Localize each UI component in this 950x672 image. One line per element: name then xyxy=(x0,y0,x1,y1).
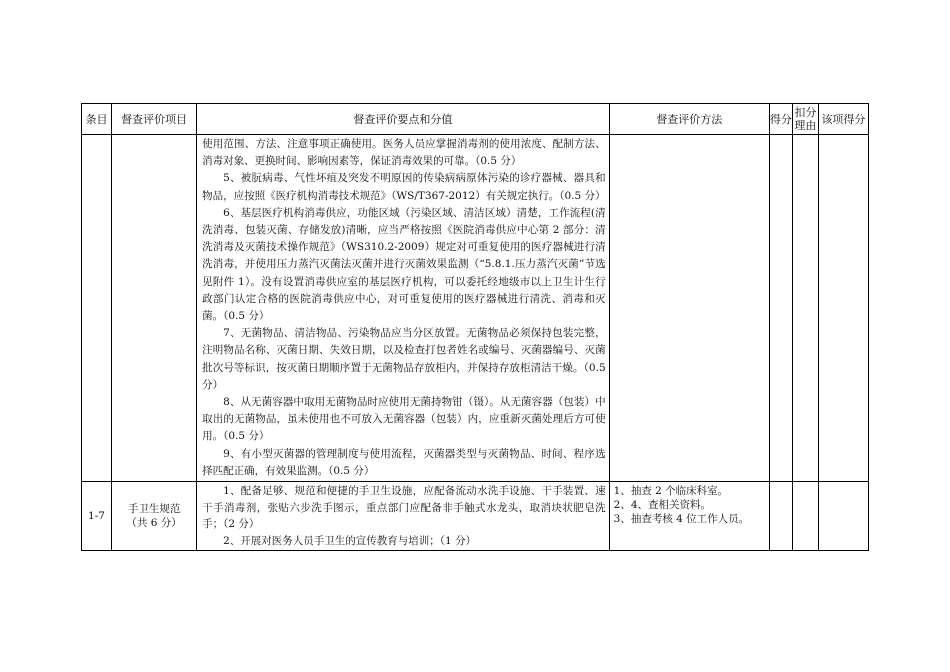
header-method: 督查评价方法 xyxy=(609,104,769,135)
method-item-2: 2、4、查相关资料。 xyxy=(613,499,712,512)
table-row-continued xyxy=(82,135,869,482)
points-content xyxy=(197,135,609,481)
cell-points xyxy=(197,135,610,482)
header-row xyxy=(82,104,869,135)
project-name: 手卫生规范 xyxy=(127,503,181,516)
header-item-no: 条目 xyxy=(82,104,112,135)
cell-item-score-1-7 xyxy=(818,482,868,551)
cell-item-no-empty xyxy=(82,135,112,482)
cell-item-score-empty xyxy=(818,135,868,482)
cell-deduct-empty xyxy=(792,135,818,482)
method-content xyxy=(610,482,769,526)
project-score: （共 6 分） xyxy=(126,517,182,530)
cell-score-1-7 xyxy=(769,482,792,551)
header-points: 督查评价要点和分值 xyxy=(197,104,610,135)
cell-deduct-1-7 xyxy=(792,482,818,551)
point-item-5: 5、被朊病毒、气性坏疽及突发不明原因的传染病病原体污染的诊疗器械、器具和物品，应按照《医疗机构消毒技术规范》（WS/T367-2012）有关规定执行。（0.5 分） xyxy=(202,172,606,202)
point-item-1: 1、配备足够、规范和便捷的手卫生设施，应配备流动水洗手设施、干手装置、速干手消毒剂，张贴六步洗手图示，重点部门应配备非手触式水龙头，取消块状肥皂洗手；（2 分） xyxy=(202,485,606,531)
method-item-3: 3、抽查考核 4 位工作人员。 xyxy=(613,513,750,526)
cell-item-no: 1-7 xyxy=(82,482,112,551)
point-item-2: 2、开展对医务人员手卫生的宣传教育与培训；（1 分） xyxy=(223,534,477,547)
point-item-6: 6、基层医疗机构消毒供应，功能区域（污染区域、清洁区域）清楚，工作流程(清洗消毒、包装灭菌、存储发放)清晰，应当严格按照《医院消毒供应中心第 2 部分：清洗消毒及灭菌技术操作规范》（WS310.2-2009）规定对可重复使用的医疗器械进行清洗消毒，并使用压力蒸汽灭菌法灭菌并进行灭菌效果监测（“5.8.1.压力蒸汽灭菌”节选见附件 1）。没有设置消毒供应室的基层医疗机构，可以委托经地级市以上卫生计生行政部门认定合格的医院消毒供应中心，对可重复使用的医疗器械进行清洗、消毒和灭菌。（0.5 分） xyxy=(202,206,606,323)
cell-method-empty xyxy=(609,135,769,482)
header-item-score: 该项得分 xyxy=(818,104,868,135)
header-score: 得分 xyxy=(769,104,792,135)
method-item-1: 1、抽查 2 个临床科室。 xyxy=(613,485,729,498)
cell-score-empty xyxy=(769,135,792,482)
point-item-9: 9、有小型灭菌器的管理制度与使用流程，灭菌器类型与灭菌物品、时间、程序选择匹配正确，有效果监测。（0.5 分） xyxy=(202,447,606,477)
table-row-1-7 xyxy=(82,482,869,551)
cell-method-1-7 xyxy=(609,482,769,551)
points-content-1-7 xyxy=(197,482,609,550)
cell-points-1-7 xyxy=(197,482,610,551)
header-project: 督查评价项目 xyxy=(112,104,197,135)
cell-project-empty xyxy=(112,135,197,482)
header-deduct: 扣分理由 xyxy=(792,104,818,135)
point-item-8: 8、从无菌容器中取用无菌物品时应使用无菌持物钳（镊）。从无菌容器（包装）中取出的无菌物品，虽未使用也不可放入无菌容器（包装）内，应重新灭菌处理后方可使用。（0.5 分） xyxy=(202,396,606,443)
point-item-7: 7、无菌物品、清洁物品、污染物品应当分区放置。无菌物品必须保持包装完整，注明物品名称、灭菌日期、失效日期，以及检查打包者姓名或编号、灭菌器编号、灭菌批次号等标识，按灭菌日期顺序置于无菌物品存放柜内，并保持存放柜清洁干燥。（0.5 分） xyxy=(202,327,606,391)
points-intro: 使用范围、方法、注意事项正确使用。医务人员应掌握消毒剂的使用浓度、配制方法、消毒对象、更换时间、影响因素等，保证消毒效果的可靠。（0.5 分） xyxy=(202,138,606,168)
cell-project xyxy=(112,482,197,551)
inspection-table xyxy=(81,103,869,551)
